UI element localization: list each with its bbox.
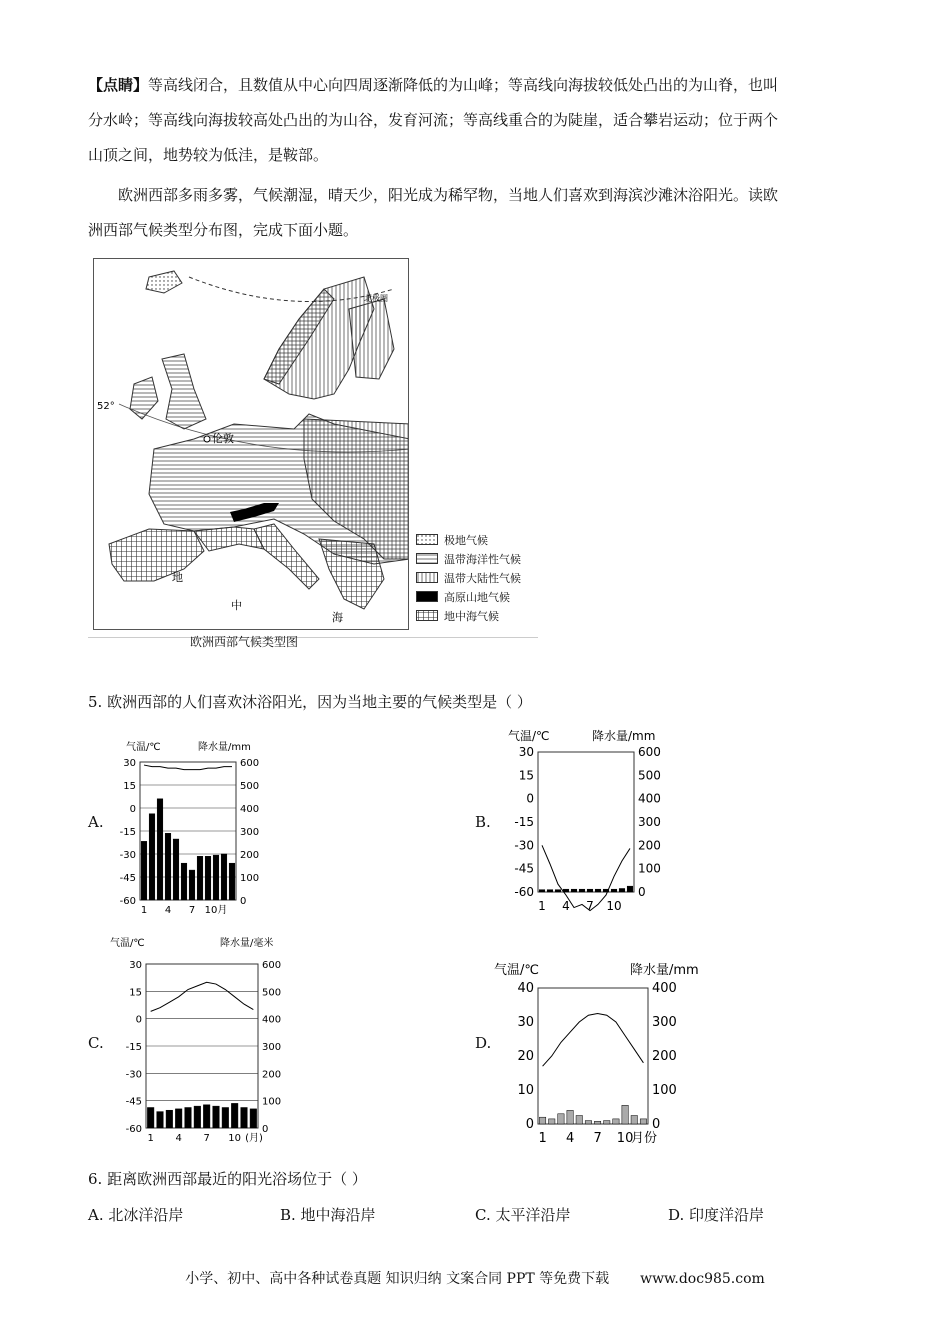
month-tick-label: 1 (140, 905, 148, 916)
precip-tick-label: 600 (240, 758, 260, 769)
precipitation-bar (619, 889, 625, 893)
legend-item-polar (416, 530, 521, 549)
temp-tick-label: 0 (135, 1014, 142, 1026)
legend-swatch-solid (416, 591, 438, 602)
legend-label: 高原山地气候 (444, 590, 510, 604)
month-tick-label: 7 (188, 905, 196, 916)
temp-tick-label: -45 (514, 861, 534, 876)
precipitation-bar (604, 1121, 610, 1124)
precip-tick-label: 400 (240, 804, 260, 815)
month-tick-label: (月) (245, 1133, 263, 1144)
map-city-label: 伦敦 (212, 432, 234, 445)
precip-tick-label: 100 (262, 1096, 282, 1108)
temp-tick-label: 40 (517, 981, 534, 996)
question-6: 6. 距离欧洲西部最近的阳光浴场位于（ ） (88, 1170, 367, 1188)
precip-tick-label: 200 (638, 838, 661, 853)
precipitation-bar (221, 854, 227, 900)
intro-line-1: 欧洲西部多雨多雾，气候潮湿，晴天少，阳光成为稀罕物，当地人们喜欢到海滨沙滩沐浴阳光。读欧 (118, 186, 779, 204)
precip-tick-label: 500 (638, 768, 661, 783)
map-rule (88, 637, 538, 638)
legend-item-continental (416, 568, 521, 587)
precip-tick-label: 0 (638, 885, 646, 899)
option-a-label[interactable]: A. (88, 813, 104, 831)
precipitation-bar (147, 1108, 154, 1129)
map-legend (416, 530, 521, 625)
legend-item-highland (416, 587, 521, 606)
question-5: 5. 欧洲西部的人们喜欢沐浴阳光，因为当地主要的气候类型是（ ） (88, 693, 532, 711)
temp-axis-label: 气温/℃ (110, 938, 145, 949)
precipitation-bar (555, 890, 561, 892)
footer-url[interactable]: www.doc985.com (640, 1271, 765, 1287)
precip-tick-label: 200 (262, 1069, 282, 1081)
footer (0, 1268, 950, 1288)
temp-tick-label: 30 (123, 758, 136, 769)
precipitation-bar (539, 1117, 545, 1124)
map-svg (94, 259, 409, 630)
map-arctic-label: 北极圈 (364, 294, 388, 303)
temp-tick-label: 10 (517, 1083, 534, 1098)
month-tick-label: 月份 (630, 1131, 658, 1146)
precip-tick-label: 100 (638, 861, 661, 876)
temp-tick-label: 15 (518, 768, 534, 783)
month-tick-label: 7 (586, 899, 594, 913)
temp-tick-label: -15 (119, 827, 136, 838)
legend-swatch-grid (416, 610, 438, 621)
precipitation-bar (194, 1106, 201, 1128)
plot-frame (538, 988, 648, 1124)
precip-tick-label: 500 (240, 781, 260, 792)
q6-option-d[interactable]: D. 印度洋沿岸 (668, 1206, 765, 1224)
precipitation-bar (613, 1119, 619, 1124)
precipitation-bar (185, 1108, 192, 1129)
legend-swatch-horizontal (416, 553, 438, 564)
climate-map (93, 258, 409, 630)
precipitation-bar (576, 1116, 582, 1125)
precip-tick-label: 0 (652, 1117, 661, 1132)
precipitation-bar (640, 1119, 646, 1124)
legend-swatch-vertical (416, 572, 438, 583)
tip-line-1: 等高线闭合，且数值从中心向四周逐渐降低的为山峰；等高线向海拔较低处凸出的为山脊，也叫 (148, 76, 779, 94)
temp-tick-label: -45 (119, 873, 136, 884)
precip-tick-label: 600 (638, 745, 661, 759)
map-sea-label-1: 地 (172, 571, 183, 584)
legend-label: 温带大陆性气候 (444, 571, 521, 585)
legend-label: 极地气候 (444, 533, 488, 547)
temp-tick-label: 30 (518, 745, 534, 759)
month-tick-label: 7 (593, 1131, 602, 1146)
precip-tick-label: 0 (240, 896, 247, 907)
temp-axis-label: 气温/℃ (494, 963, 539, 978)
tip-paragraph (88, 68, 868, 173)
temp-tick-label: 30 (129, 960, 142, 971)
intro-line-2: 洲西部气候类型分布图，完成下面小题。 (88, 221, 359, 239)
temp-tick-label: 30 (517, 1015, 534, 1030)
precipitation-bar (631, 1116, 637, 1125)
precipitation-bar (189, 870, 195, 900)
precipitation-bar (241, 1108, 248, 1129)
temp-tick-label: -15 (514, 815, 534, 829)
temp-tick-label: -60 (125, 1124, 142, 1135)
month-tick-label: 10 (616, 1131, 634, 1146)
precip-tick-label: 300 (240, 827, 260, 838)
precipitation-bar (166, 1110, 173, 1128)
temp-tick-label: -30 (514, 838, 534, 853)
precipitation-bar (231, 1103, 238, 1128)
temp-tick-label: 15 (123, 781, 136, 792)
temperature-line (151, 982, 254, 1011)
precip-tick-label: 300 (262, 1042, 282, 1053)
map-lat-label: 52° (97, 401, 115, 412)
month-tick-label: 1 (147, 1133, 154, 1144)
month-tick-label: 10月 (204, 905, 228, 916)
precip-tick-label: 500 (262, 987, 282, 999)
precipitation-bar (579, 889, 585, 892)
map-caption: 欧洲西部气候类型图 (190, 635, 299, 649)
precip-tick-label: 0 (262, 1124, 269, 1135)
precipitation-bar (213, 855, 219, 900)
legend-item-oceanic (416, 549, 521, 568)
legend-label: 地中海气候 (444, 609, 499, 623)
precip-axis-label: 降水量/mm (630, 963, 699, 978)
precipitation-bar (141, 841, 147, 900)
intro-paragraph (88, 178, 868, 248)
temp-tick-label: 15 (129, 987, 142, 999)
precipitation-bar (571, 889, 577, 892)
tip-line-2: 分水岭；等高线向海拔较高处凸出的为山谷，发育河流；等高线重合的为陡崖，适合攀岩运动；位于两个 (88, 111, 779, 129)
precip-tick-label: 100 (240, 873, 260, 884)
precipitation-bar (594, 1121, 600, 1124)
precipitation-bar (157, 1112, 164, 1128)
precipitation-bar (197, 856, 203, 900)
climate-chart-a (108, 738, 273, 918)
precipitation-bar (558, 1114, 564, 1124)
precipitation-bar (213, 1106, 220, 1128)
precip-axis-label: 降水量/mm (592, 729, 656, 743)
q6-option-a[interactable]: A. 北冰洋沿岸 (88, 1206, 184, 1224)
precipitation-bar (165, 833, 171, 900)
temp-tick-label: 0 (129, 804, 136, 815)
month-tick-label: 4 (565, 1131, 575, 1146)
month-tick-label: 4 (164, 905, 172, 916)
temp-tick-label: -60 (514, 885, 534, 899)
precipitation-bar (547, 890, 553, 892)
precipitation-bar (222, 1108, 229, 1129)
precip-tick-label: 600 (262, 960, 282, 971)
climate-chart-c (108, 932, 288, 1147)
temp-tick-label: 0 (526, 791, 534, 806)
precipitation-bar (585, 1121, 591, 1124)
map-sea-label-2: 中 (231, 599, 242, 612)
legend-label: 温带海洋性气候 (444, 552, 521, 566)
precipitation-bar (175, 1109, 182, 1128)
precip-tick-label: 400 (638, 791, 661, 806)
precipitation-bar (149, 814, 155, 900)
temp-tick-label: -45 (125, 1096, 142, 1108)
precip-tick-label: 400 (652, 981, 677, 996)
precipitation-bar (173, 839, 179, 900)
temp-axis-label: 气温/℃ (126, 742, 161, 753)
precipitation-bar (627, 886, 633, 892)
precipitation-bar (595, 889, 601, 892)
temp-tick-label: -60 (119, 896, 136, 907)
temp-tick-label: 20 (517, 1049, 534, 1064)
precipitation-bar (622, 1105, 628, 1124)
precip-tick-label: 400 (262, 1014, 282, 1026)
precip-tick-label: 100 (652, 1083, 677, 1098)
precip-axis-label: 降水量/mm (198, 742, 251, 753)
temp-tick-label: -15 (125, 1042, 142, 1053)
month-tick-label: 4 (562, 899, 570, 913)
temp-axis-label: 气温/℃ (508, 729, 550, 743)
legend-item-mediterranean (416, 606, 521, 625)
precipitation-bar (181, 863, 187, 900)
q6-option-b[interactable]: B. 地中海沿岸 (280, 1206, 376, 1224)
precip-tick-label: 200 (652, 1049, 677, 1064)
precipitation-bar (563, 889, 569, 892)
precipitation-bar (205, 856, 211, 900)
precipitation-bar (587, 889, 593, 892)
precipitation-bar (539, 890, 545, 892)
precipitation-bar (203, 1105, 210, 1128)
month-tick-label: 4 (175, 1133, 182, 1144)
month-tick-label: 10 (228, 1133, 242, 1144)
precipitation-bar (549, 1119, 555, 1124)
month-tick-label: 1 (538, 899, 546, 913)
temperature-line (144, 765, 232, 770)
climate-chart-d (492, 958, 722, 1148)
precipitation-bar (611, 889, 617, 892)
precipitation-bar (157, 799, 163, 900)
month-tick-label: 1 (538, 1131, 547, 1146)
footer-text: 小学、初中、高中各种试卷真题 知识归纳 文案合同 PPT 等免费下载 (185, 1271, 610, 1287)
option-d-label[interactable]: D. (475, 1034, 492, 1052)
precipitation-bar (229, 863, 235, 900)
tip-line-3: 山顶之间，地势较为低洼，是鞍部。 (88, 146, 329, 164)
month-tick-label: 7 (203, 1133, 210, 1144)
tip-label: 【点睛】 (88, 76, 149, 94)
map-sea-label-3: 海 (332, 611, 343, 624)
option-b-label[interactable]: B. (475, 813, 491, 831)
temp-tick-label: -30 (119, 850, 136, 861)
q6-option-c[interactable]: C. 太平洋沿岸 (475, 1206, 571, 1224)
temp-tick-label: 0 (525, 1117, 534, 1132)
option-c-label[interactable]: C. (88, 1034, 104, 1052)
legend-swatch-dots (416, 534, 438, 545)
precip-axis-label: 降水量/毫米 (220, 938, 274, 949)
precipitation-bar (567, 1110, 573, 1124)
temperature-line (543, 1014, 644, 1067)
precipitation-bar (250, 1109, 257, 1128)
month-tick-label: 10 (606, 899, 622, 913)
precip-tick-label: 300 (638, 815, 661, 829)
precip-tick-label: 300 (652, 1015, 677, 1030)
temp-tick-label: -30 (125, 1069, 142, 1081)
climate-chart-b (500, 726, 670, 916)
precip-tick-label: 200 (240, 850, 260, 861)
